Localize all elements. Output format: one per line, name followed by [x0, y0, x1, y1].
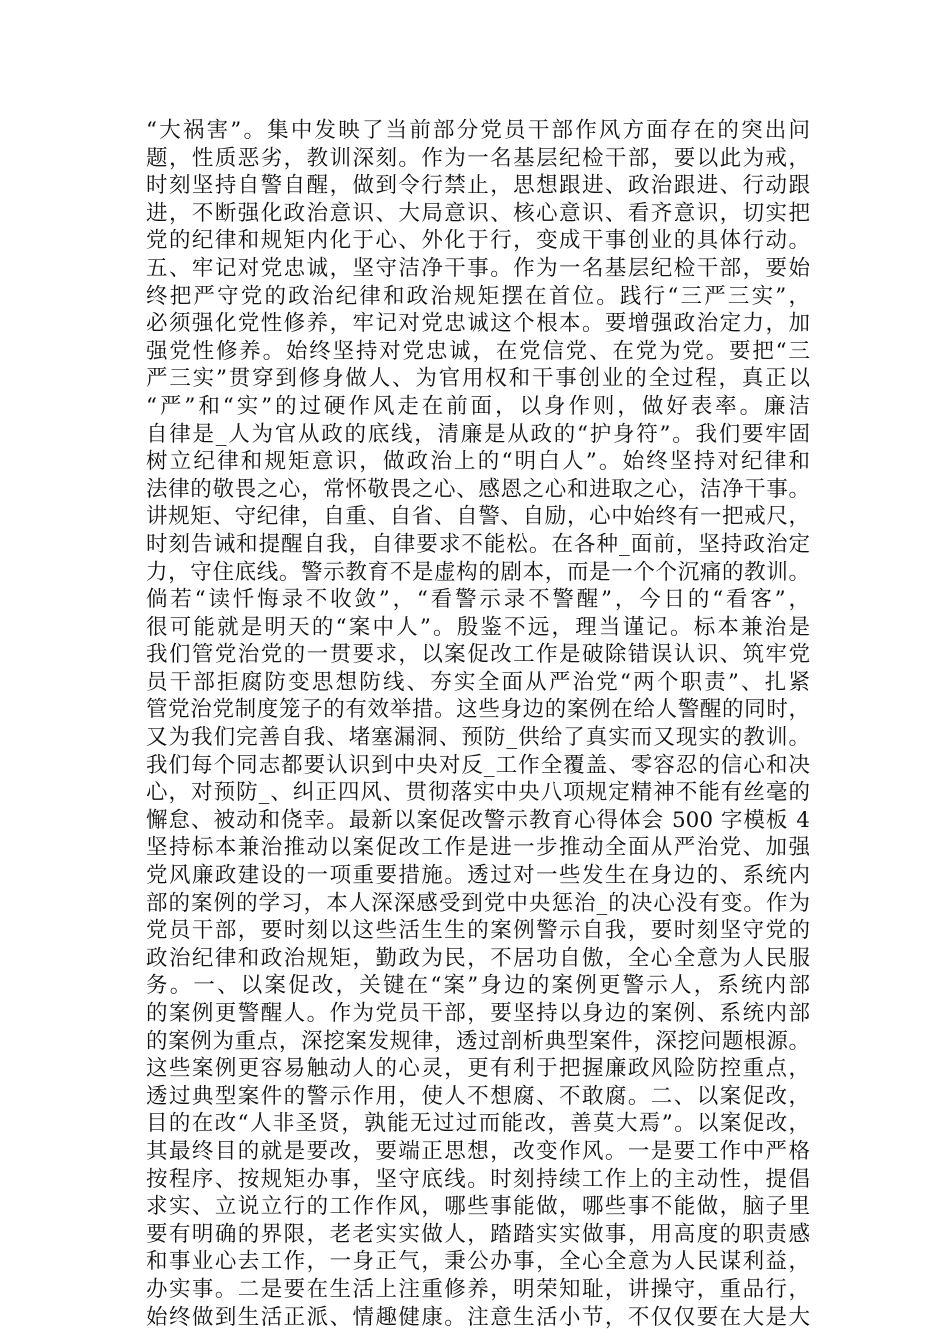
text-line: 五、牢记对党忠诚，坚守洁净干事。作为一名基层纪检干部，要始 — [146, 255, 810, 281]
text-line: 管党治党制度笼子的有效举措。这些身边的案例在给人警醒的同时， — [146, 697, 810, 723]
text-line: 时刻坚持自警自醒，做到令行禁止，思想跟进、政治跟进、行动跟 — [146, 173, 810, 199]
text-line: 始终做到生活正派、情趣健康。注意生活小节，不仅仅要在大是大 — [146, 1304, 810, 1330]
text-line: 和事业心去工作，一身正气，秉公办事，全心全意为人民谋利益， — [146, 1249, 810, 1275]
text-line: 政治纪律和政治规矩，勤政为民，不居功自傲，全心全意为人民服 — [146, 945, 810, 971]
text-line: 又为我们完善自我、堵塞漏洞、预防_供给了真实而又现实的教训。 — [146, 725, 810, 751]
text-line: 进，不断强化政治意识、大局意识、核心意识、看齐意识，切实把 — [146, 200, 810, 226]
text-line: 的案例为重点，深挖案发规律，透过剖析典型案件，深挖问题根源。 — [146, 1028, 810, 1054]
text-line: 强党性修养。始终坚持对党忠诚，在党信党、在党为党。要把“三 — [146, 338, 810, 364]
text-line: 自律是_人为官从政的底线，清廉是从政的“护身符”。我们要牢固 — [146, 421, 810, 447]
text-line: 要有明确的界限，老老实实做人，踏踏实实做事，用高度的职责感 — [146, 1221, 810, 1247]
text-line: 部的案例的学习，本人深深感受到党中央惩治_的决心没有变。作为 — [146, 890, 810, 916]
text-line: 很可能就是明天的“案中人”。殷鉴不远，理当谨记。标本兼治是 — [146, 614, 810, 640]
text-line: 懈怠、被动和侥幸。最新以案促改警示教育心得体会 500 字模板 4 — [146, 807, 810, 833]
text-line: 坚持标本兼治推动以案促改工作是进一步推动全面从严治党、加强 — [146, 835, 810, 861]
text-line: 的案例更警醒人。作为党员干部，要坚持以身边的案例、系统内部 — [146, 1001, 810, 1026]
text-line: “严”和“实”的过硬作风走在前面，以身作则，做好表率。廉洁 — [146, 393, 810, 419]
text-line: 我们管党治党的一贯要求，以案促改工作是破除错误认识、筑牢党 — [146, 642, 810, 668]
text-line: 务。一、以案促改，关键在“案”身边的案例更警示人，系统内部 — [146, 973, 810, 999]
text-line: 办实事。二是要在生活上注重修养，明荣知耻，讲操守，重品行， — [146, 1276, 810, 1302]
text-line: 党的纪律和规矩内化于心、外化于行，变成干事创业的具体行动。 — [146, 228, 810, 254]
text-line: 法律的敬畏之心，常怀敬畏之心、感恩之心和进取之心，洁净干事。 — [146, 476, 810, 502]
text-line: 时刻告诫和提醒自我，自律要求不能松。在各种_面前，坚持政治定 — [146, 531, 810, 557]
text-line: 员干部拒腐防变思想防线、夯实全面从严治党“两个职责”、扎紧 — [146, 669, 810, 695]
text-line: 讲规矩、守纪律，自重、自省、自警、自励，心中始终有一把戒尺， — [146, 504, 810, 530]
text-line: 党员干部，要时刻以这些活生生的案例警示自我，要时刻坚守党的 — [146, 918, 810, 944]
text-line: 透过典型案件的警示作用，使人不想腐、不敢腐。二、以案促改， — [146, 1083, 810, 1109]
text-line: 严三实”贯穿到修身做人、为官用权和干事创业的全过程，真正以 — [146, 366, 810, 392]
text-line: 心，对预防_、纠正四风、贯彻落实中央八项规定精神不能有丝毫的 — [146, 780, 810, 806]
text-line: “大祸害”。集中发映了当前部分党员干部作风方面存在的突出问 — [146, 118, 810, 143]
text-line: 力，守住底线。警示教育不是虚构的剧本，而是一个个沉痛的教训。 — [146, 559, 810, 585]
text-line: 这些案例更容易触动人的心灵，更有利于把握廉政风险防控重点， — [146, 1056, 810, 1082]
text-line: 必须强化党性修养，牢记对党忠诚这个根本。要增强政治定力，加 — [146, 311, 810, 337]
text-line: 倘若“读忏悔录不收敛”，“看警示录不警醒”，今日的“看客”， — [146, 587, 810, 613]
text-line: 按程序、按规矩办事，坚守底线。时刻持续工作上的主动性，提倡 — [146, 1166, 810, 1192]
text-line: 党风廉政建设的一项重要措施。透过对一些发生在身边的、系统内 — [146, 863, 810, 889]
text-line: 终把严守党的政治纪律和政治规矩摆在首位。践行“三严三实”， — [146, 283, 810, 309]
text-line: 目的在改“人非圣贤，孰能无过过而能改，善莫大焉”。以案促改， — [146, 1111, 810, 1137]
text-line: 树立纪律和规矩意识，做政治上的“明白人”。始终坚持对纪律和 — [146, 449, 810, 475]
text-line: 求实、立说立行的工作作风，哪些事能做，哪些事不能做，脑子里 — [146, 1194, 810, 1220]
body-text — [146, 117, 810, 1331]
text-line: 我们每个同志都要认识到中央对反_工作全覆盖、零容忍的信心和决 — [146, 752, 810, 778]
text-line: 题，性质恶劣，教训深刻。作为一名基层纪检干部，要以此为戒， — [146, 145, 810, 171]
text-line: 其最终目的就是要改，要端正思想，改变作风。一是要工作中严格 — [146, 1138, 810, 1164]
